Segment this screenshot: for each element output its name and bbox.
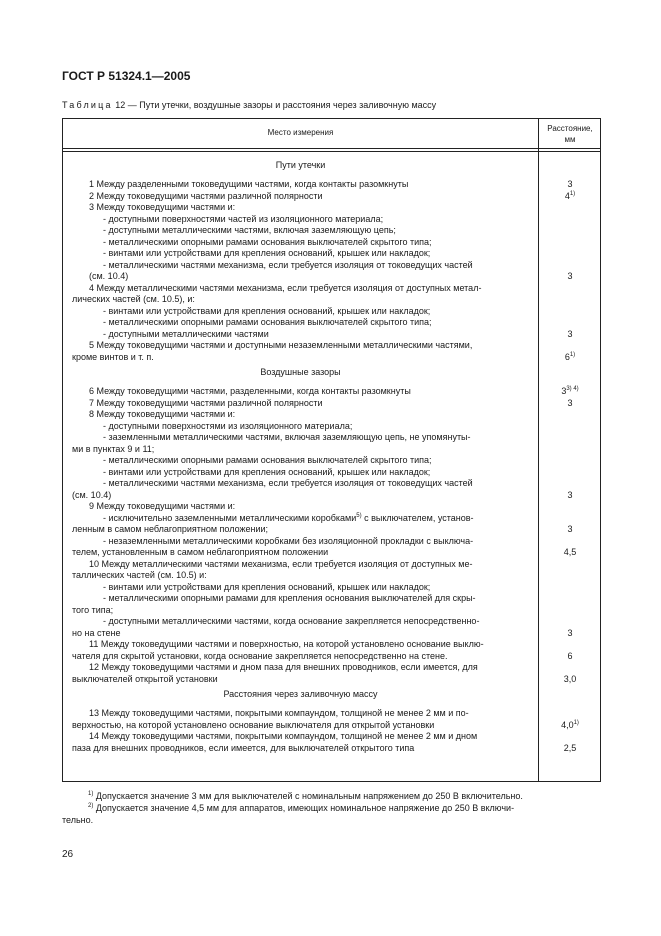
table-row-text <box>103 329 269 340</box>
table-row-text <box>72 674 218 685</box>
table-row-text <box>103 455 431 466</box>
value-text: 6 <box>564 351 570 362</box>
measurement-table <box>62 118 601 782</box>
footnote-mark: 2) <box>88 803 94 809</box>
distance-value <box>539 628 601 639</box>
standard-designation: ГОСТ Р 51324.1—2005 <box>62 69 191 83</box>
row-text: - металлическими опорными рамами для крепления основания выключателей для скры- <box>103 593 476 603</box>
table-row-text <box>89 559 472 570</box>
table-caption <box>62 100 436 110</box>
row-text: ми в пунктах 9 и 11; <box>72 443 155 454</box>
table-row-text <box>72 720 434 731</box>
section-title <box>63 160 538 171</box>
distance-value <box>539 386 601 397</box>
footnote-mark: 5) <box>356 512 362 519</box>
distance-value <box>539 651 601 662</box>
caption-text: — Пути утечки, воздушные зазоры и расстояния через заливочную массу <box>127 100 437 110</box>
row-text: 14 Между токоведущими частями, покрытыми компаундом, толщиной не менее 2 мм и дном <box>89 731 478 741</box>
row-text: - доступными металлическими частями <box>103 328 269 339</box>
value-text: 3 <box>561 386 567 396</box>
value-text: 3 <box>567 489 573 500</box>
table-row-text <box>89 386 411 397</box>
table-row-text <box>103 237 431 248</box>
row-text: 5 Между токоведущими частями и доступными незаземленными металлическими частями, <box>89 340 473 350</box>
row-text: - доступными металлическими частями, когда основание закрепляется непосредственно- <box>103 616 480 626</box>
table-row-text <box>89 708 469 719</box>
row-text: - доступными поверхностями из изоляционного материала; <box>103 420 353 431</box>
table-row-text <box>103 513 474 524</box>
row-text: 3 Между токоведущими частями и: <box>89 202 236 212</box>
value-text: 6 <box>567 650 573 661</box>
value-text: 4,5 <box>563 547 577 557</box>
distance-value <box>539 524 601 535</box>
value-text: 3 <box>567 397 573 408</box>
row-text: лических частей (см. 10.5), и: <box>72 294 195 304</box>
row-text: Расстояния через заливочную массу <box>223 689 378 699</box>
footnote <box>62 815 93 826</box>
table-row-text <box>72 490 111 501</box>
value-text: 4,0 <box>561 719 574 730</box>
header-divider-double <box>63 151 600 152</box>
caption-number: 12 <box>115 100 126 110</box>
distance-value <box>539 743 601 754</box>
table-row-text <box>103 478 473 489</box>
distance-value <box>539 352 601 363</box>
table-row-text <box>89 639 484 650</box>
row-text: паза для внешних проводников, если имеется, для выключателей открытого типа <box>72 742 415 753</box>
table-row-text <box>72 547 328 558</box>
table-row-text <box>103 582 430 593</box>
footnote-mark: 1) <box>88 791 94 797</box>
row-text: (см. 10.4) <box>72 489 112 500</box>
row-text: но на стене <box>72 627 121 638</box>
row-text: - винтами или устройствами для крепления оснований, крышек или накладок; <box>103 248 431 258</box>
table-row-text <box>103 214 383 225</box>
header-distance-line1: Расстояние, <box>547 124 593 133</box>
row-text: - винтами или устройствами для крепления оснований, крышек или накладок; <box>103 581 431 592</box>
header-distance <box>539 123 601 145</box>
table-row-text <box>89 340 472 351</box>
row-text: Пути утечки <box>275 160 326 170</box>
footnote <box>88 791 523 802</box>
row-text: выключателей открытой установки <box>72 673 218 684</box>
table-row-text <box>72 651 448 662</box>
table-row-text <box>72 294 195 305</box>
table-row-text <box>103 616 479 627</box>
value-text: 2,5 <box>563 742 577 753</box>
row-text: 2 Между токоведущими частями различной полярности <box>89 190 323 201</box>
row-text: 13 Между токоведущими частями, покрытыми компаундом, толщиной не менее 2 мм и по- <box>89 708 469 718</box>
row-text: - исключительно заземленными металлическими коробками <box>103 512 357 523</box>
table-row-text <box>89 202 235 213</box>
row-text: 10 Между металлическими частями механизма, если требуется изоляция от доступных ме- <box>89 558 473 569</box>
section-title <box>63 367 538 378</box>
table-row-text <box>103 432 471 443</box>
row-text: - винтами или устройствами для крепления оснований, крышек или накладок; <box>103 466 431 477</box>
footnote-text: Допускается значение 3 мм для выключателей с номинальным напряжением до 250 В включительно. <box>93 791 523 801</box>
table-row-text <box>89 271 128 282</box>
distance-value <box>539 179 601 190</box>
value-text: 3 <box>567 524 573 534</box>
row-text: верхностью, на которой установлено основание выключателя для открытой установки <box>72 719 435 730</box>
row-text: - металлическими частями механизма, если требуется изоляция от токоведущих частей <box>103 259 473 270</box>
table-row-text <box>72 352 154 363</box>
table-row-text <box>89 662 478 673</box>
row-text: таллических частей (см. 10.5) и: <box>72 570 207 580</box>
distance-value <box>539 720 601 731</box>
row-text: - винтами или устройствами для крепления оснований, крышек или накладок; <box>103 305 431 316</box>
value-text: 3 <box>567 271 573 281</box>
row-text: 1 Между разделенными токоведущими частями, когда контакты разомкнуты <box>89 179 409 189</box>
table-row-text <box>72 444 154 455</box>
table-row-text <box>89 179 408 190</box>
table-row-text <box>72 605 113 616</box>
header-distance-line2: мм <box>564 135 576 144</box>
value-text: 3 <box>567 328 573 339</box>
row-text: (см. 10.4) <box>89 271 129 281</box>
footnote-mark: 1) <box>569 351 576 358</box>
row-text: - металлическими опорными рамами основания выключателей скрытого типа; <box>103 455 432 465</box>
table-row-text <box>103 306 430 317</box>
distance-value <box>539 547 601 558</box>
distance-value <box>539 329 601 340</box>
table-row-text <box>103 248 430 259</box>
row-text: 12 Между токоведущими частями и дном паза для внешних проводников, если имеется, для <box>89 662 478 672</box>
table-row-text <box>72 570 207 581</box>
table-row-text <box>72 743 414 754</box>
footnote-mark: 3) 4) <box>566 386 579 392</box>
distance-value <box>539 271 601 282</box>
row-text: 9 Между токоведущими частями и: <box>89 501 236 511</box>
row-text: Воздушные зазоры <box>260 367 341 377</box>
row-text: 4 Между металлическими частями механизма, если требуется изоляция от доступных метал- <box>89 282 482 293</box>
row-text: 11 Между токоведущими частями и поверхностью, на которой установлено основание выклю- <box>89 639 484 649</box>
table-row-text <box>103 317 431 328</box>
value-text: 3 <box>567 627 573 638</box>
table-row-text <box>103 421 352 432</box>
caption-label: Таблица <box>62 100 113 110</box>
table-row-text <box>89 501 235 512</box>
table-row-text <box>103 593 476 604</box>
header-divider <box>63 148 600 149</box>
footnote-text: тельно. <box>62 815 94 825</box>
row-text: кроме винтов и т. п. <box>72 351 154 362</box>
row-text: 7 Между токоведущими частями различной полярности <box>89 397 323 408</box>
footnote-text: Допускается значение 4,5 мм для аппаратов, имеющих номинальное напряжение до 250 В включи- <box>93 803 515 813</box>
header-place: Место измерения <box>267 128 334 137</box>
table-row-text <box>89 409 235 420</box>
row-text: - доступными поверхностями частей из изоляционного материала; <box>103 213 384 224</box>
row-text: - заземленными металлическими частями, включая заземляющую цепь, не упомянуты- <box>103 432 471 442</box>
table-row-text <box>89 398 323 409</box>
row-text: чателя для скрытой установки, когда основание закрепляется непосредственно на стене. <box>72 650 448 661</box>
row-text: - металлическими опорными рамами основания выключателей скрытого типа; <box>103 317 432 327</box>
row-text-tail: с выключателем, установ- <box>361 512 474 523</box>
row-text: телем, установленным в самом неблагоприятном положении <box>72 547 329 557</box>
table-row-text <box>72 628 120 639</box>
row-text: ленным в самом неблагоприятном положении; <box>72 524 269 534</box>
table-row-text <box>89 283 481 294</box>
value-text: 4 <box>564 190 570 201</box>
row-text: - доступными металлическими частями, включая заземляющую цепь; <box>103 225 396 235</box>
row-text: - незаземленными металлическими коробками без изоляционной прокладки с выключа- <box>103 535 474 546</box>
table-row-text <box>103 467 430 478</box>
table-row-text <box>89 731 477 742</box>
value-text: 3,0 <box>563 673 577 684</box>
section-title <box>63 689 538 700</box>
distance-value <box>539 490 601 501</box>
value-text: 3 <box>567 179 573 189</box>
table-row-text <box>103 225 396 236</box>
row-text: 6 Между токоведущими частями, разделенными, когда контакты разомкнуты <box>89 386 411 396</box>
table-row-text <box>89 191 323 202</box>
row-text: 8 Между токоведущими частями и: <box>89 409 236 419</box>
row-text: - металлическими частями механизма, если требуется изоляция от токоведущих частей <box>103 478 473 488</box>
page-number: 26 <box>62 849 74 860</box>
row-text: - металлическими опорными рамами основания выключателей скрытого типа; <box>103 236 432 247</box>
table-row-text <box>103 536 473 547</box>
footnote-mark: 1) <box>569 190 576 197</box>
row-text: того типа; <box>72 604 114 615</box>
distance-value <box>539 191 601 202</box>
table-row-text <box>103 260 473 271</box>
table-row-text <box>72 524 268 535</box>
distance-value <box>539 398 601 409</box>
footnote-mark: 1) <box>573 719 579 726</box>
distance-value <box>539 674 601 685</box>
footnote <box>88 803 514 814</box>
